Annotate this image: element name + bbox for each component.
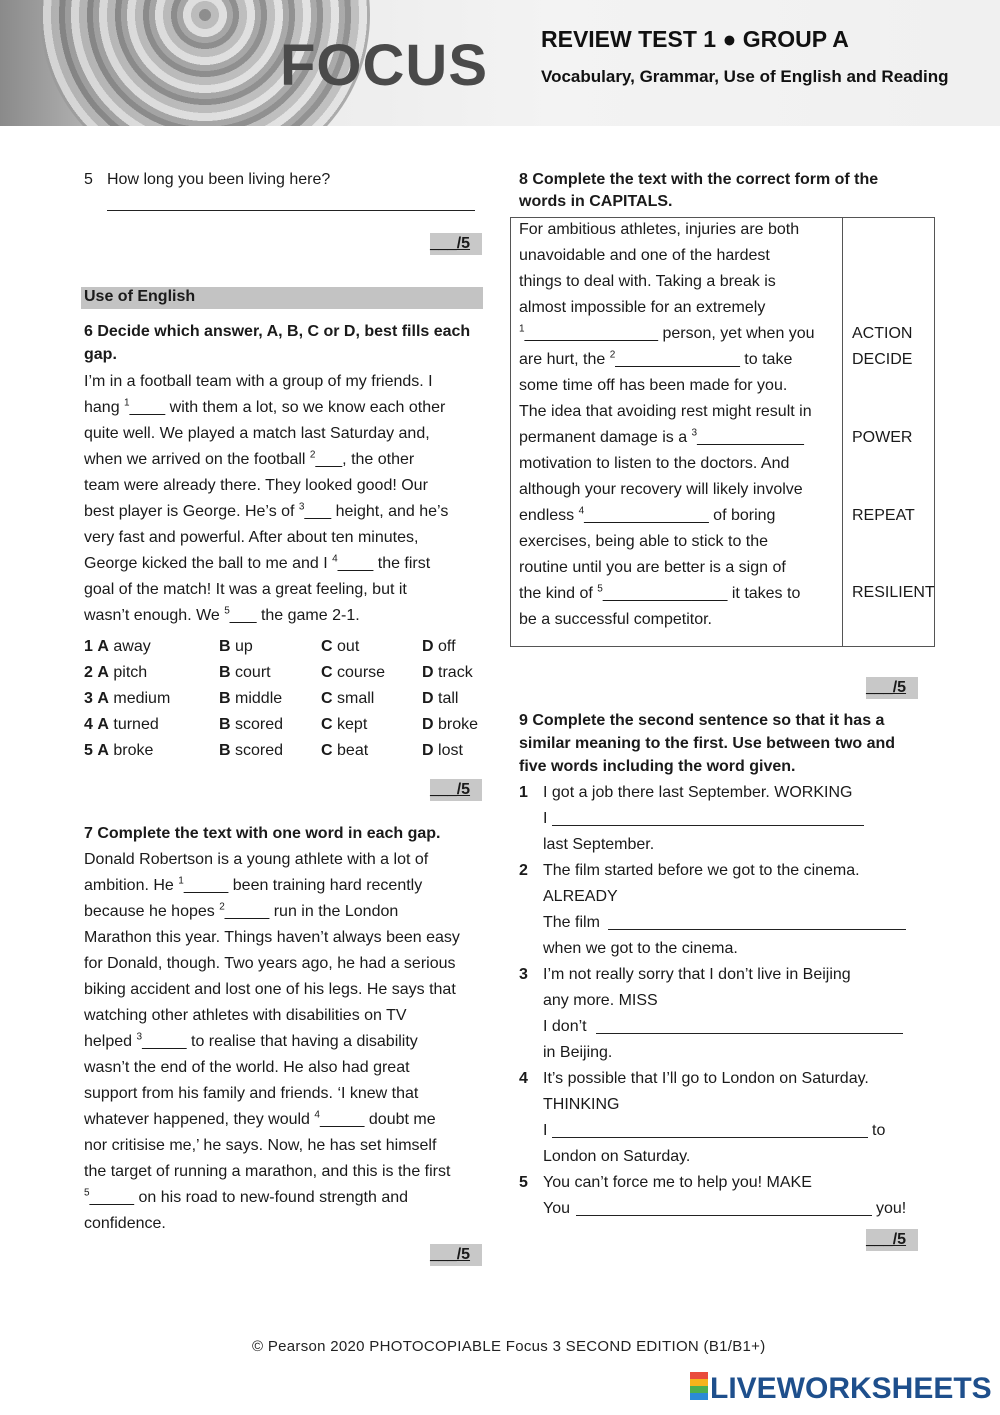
passage-text-gap[interactable]: ___ the game 2-1. xyxy=(229,607,360,624)
gap-number: 5 xyxy=(224,605,230,617)
q9-item-number-2: 2 xyxy=(519,862,528,879)
passage-text: wasn’t enough. We xyxy=(84,607,225,624)
passage-text-gap[interactable]: ___, the other xyxy=(315,451,415,468)
q6-option-3-a[interactable] xyxy=(84,686,170,712)
option-number: 2 xyxy=(84,664,93,681)
passage-line xyxy=(519,347,792,373)
q6-option-1-b[interactable] xyxy=(219,634,253,660)
passage-text-gap[interactable]: _____ on his road to new-found strength and xyxy=(89,1189,409,1206)
gap-number: 1 xyxy=(178,875,184,887)
q5-number: 5 xyxy=(84,171,93,188)
option-text: broke xyxy=(113,742,154,759)
gap-number: 1 xyxy=(124,397,130,409)
q9-item-l1: It’s possible that I’ll go to London on Saturday. xyxy=(543,1070,869,1087)
option-text: lost xyxy=(438,742,463,759)
option-text: turned xyxy=(113,716,159,733)
option-number: 1 xyxy=(84,638,93,655)
q9-item-l1b: ALREADY xyxy=(543,888,618,905)
option-letter: C xyxy=(321,690,333,707)
option-text: small xyxy=(337,690,375,707)
liveworksheets-logo: LIVEWORKSHEETS xyxy=(690,1372,992,1406)
q9-item-l3: when we got to the cinema. xyxy=(543,940,738,957)
option-text: out xyxy=(337,638,360,655)
q9-heading: 9 Complete the second sentence so that it has a xyxy=(519,712,885,729)
q5-answer-line[interactable] xyxy=(107,210,475,211)
q6-option-3-c[interactable] xyxy=(321,686,374,712)
passage-line xyxy=(84,395,445,421)
option-letter: D xyxy=(422,664,434,681)
passage-text-gap[interactable]: ______________ it takes to xyxy=(602,585,801,602)
q8-heading: 8 Complete the text with the correct form of the xyxy=(519,171,879,188)
passage-line xyxy=(519,321,815,347)
gap-number: 4 xyxy=(578,505,585,517)
q9-item-l3: last September. xyxy=(543,836,655,853)
passage-line xyxy=(84,1029,418,1055)
passage-line: confidence. xyxy=(84,1215,166,1232)
option-letter: D xyxy=(422,716,434,733)
footer-copyright: © Pearson 2020 PHOTOCOPIABLE Focus 3 SECOND EDITION (B1/B1+) xyxy=(252,1338,766,1355)
passage-line xyxy=(84,499,448,525)
q6-option-3-d[interactable] xyxy=(422,686,458,712)
option-letter: A xyxy=(97,690,109,707)
passage-line: routine until you are better is a sign of xyxy=(519,559,786,576)
option-text: beat xyxy=(337,742,369,759)
passage-line: quite well. We played a match last Saturday and, xyxy=(84,425,430,442)
brand-logo: FOCUS xyxy=(280,33,488,98)
option-text: court xyxy=(235,664,271,681)
test-title: REVIEW TEST 1 ● GROUP A xyxy=(541,26,849,52)
option-number: 3 xyxy=(84,690,93,707)
option-text: scored xyxy=(235,716,284,733)
q9-item-l1b: any more. MISS xyxy=(543,992,658,1009)
option-letter: B xyxy=(219,664,231,681)
q6-heading: 6 Decide which answer, A, B, C or D, best fills each xyxy=(84,323,471,340)
passage-text: ambition. He xyxy=(84,877,179,894)
passage-text-gap[interactable]: _______________ person, yet when you xyxy=(524,325,815,342)
passage-line: Donald Robertson is a young athlete with a lot of xyxy=(84,851,429,868)
passage-line: exercises, being able to stick to the xyxy=(519,533,769,550)
option-number: 4 xyxy=(84,716,93,733)
passage-line: team were already there. They looked good! Our xyxy=(84,477,428,494)
q9-item-number-3: 3 xyxy=(519,966,528,983)
q9-answer-tail: you! xyxy=(876,1200,907,1217)
passage-text: helped xyxy=(84,1033,137,1050)
q6-option-5-a[interactable] xyxy=(84,738,153,764)
option-letter: A xyxy=(97,664,109,681)
q9-item-l1: I got a job there last September. WORKING xyxy=(543,784,853,801)
passage-line: unavoidable and one of the hardest xyxy=(519,247,770,264)
page-header xyxy=(0,0,1000,126)
gap-number: 3 xyxy=(691,427,698,439)
gap-number: 2 xyxy=(309,449,316,461)
test-subtitle: Vocabulary, Grammar, Use of English and Reading xyxy=(541,67,949,86)
passage-line xyxy=(84,873,422,899)
passage-text-gap[interactable]: ___ height, and he’s xyxy=(304,503,449,520)
q9-answer-line-2[interactable] xyxy=(608,929,906,930)
q9-answer-line-5[interactable] xyxy=(576,1215,872,1216)
q6-option-2-b[interactable] xyxy=(219,660,271,686)
q6-option-1-c[interactable] xyxy=(321,634,359,660)
passage-line xyxy=(84,551,430,577)
q9-item-number-5: 5 xyxy=(519,1174,528,1191)
liveworksheets-icon xyxy=(690,1372,708,1400)
passage-line xyxy=(519,581,800,607)
q6-option-5-b[interactable] xyxy=(219,738,283,764)
q6-option-1-d[interactable] xyxy=(422,634,456,660)
q6-option-3-b[interactable] xyxy=(219,686,282,712)
q6-option-2-d[interactable] xyxy=(422,660,473,686)
passage-text-gap[interactable]: ______________ of boring xyxy=(584,507,776,524)
passage-line: watching other athletes with disabilities on TV xyxy=(84,1007,407,1024)
passage-line: nor critisise me,’ he says. Now, he has set himself xyxy=(84,1137,437,1154)
option-text: off xyxy=(438,638,456,655)
passage-line xyxy=(519,503,775,529)
q6-option-5-c[interactable] xyxy=(321,738,368,764)
passage-text-gap[interactable]: ______________ to take xyxy=(615,351,793,368)
q9-item-l1: You can’t force me to help you! MAKE xyxy=(543,1174,812,1191)
q6-option-4-a[interactable] xyxy=(84,712,159,738)
passage-text-gap[interactable]: _____ run in the London xyxy=(224,903,399,920)
passage-line: support from his family and friends. ‘I knew that xyxy=(84,1085,419,1102)
q9-item-l1: The film started before we got to the cinema. xyxy=(543,862,860,879)
q8-heading-cont: words in CAPITALS. xyxy=(519,193,673,210)
passage-line: although your recovery will likely involve xyxy=(519,481,803,498)
passage-line xyxy=(84,447,414,473)
q9-answer-line-1[interactable] xyxy=(552,825,864,826)
q8-box-divider xyxy=(842,217,843,647)
q9-answer-lead: I xyxy=(543,1122,548,1139)
passage-line: be a successful competitor. xyxy=(519,611,712,628)
q9-item-number-4: 4 xyxy=(519,1070,528,1087)
passage-line: motivation to listen to the doctors. And xyxy=(519,455,790,472)
gap-number: 3 xyxy=(136,1031,143,1043)
q5-sentence: How long you been living here? xyxy=(107,171,331,188)
q8-word-resilient: RESILIENT xyxy=(852,584,935,601)
gap-number: 5 xyxy=(597,583,603,595)
passage-text: permanent damage is a xyxy=(519,429,692,446)
option-text: kept xyxy=(337,716,368,733)
passage-line: biking accident and lost one of his legs. He says that xyxy=(84,981,456,998)
q6-option-4-d[interactable] xyxy=(422,712,478,738)
option-letter: C xyxy=(321,716,333,733)
option-text: tall xyxy=(438,690,459,707)
passage-line: I’m in a football team with a group of my friends. I xyxy=(84,373,433,390)
q6-option-4-b[interactable] xyxy=(219,712,283,738)
q8-word-decide: DECIDE xyxy=(852,351,913,368)
option-text: medium xyxy=(113,690,171,707)
option-letter: C xyxy=(321,742,333,759)
q9-heading-cont2: five words including the word given. xyxy=(519,758,796,775)
q9-item-l1b: THINKING xyxy=(543,1096,620,1113)
option-text: broke xyxy=(438,716,479,733)
passage-text: are hurt, the xyxy=(519,351,610,368)
passage-text-gap[interactable]: ____ with them a lot, so we know each other xyxy=(129,399,446,416)
gap-number: 2 xyxy=(219,901,225,913)
passage-line: Marathon this year. Things haven’t always been easy xyxy=(84,929,460,946)
passage-line: goal of the match! It was a great feeling, but it xyxy=(84,581,407,598)
q6-option-2-a[interactable] xyxy=(84,660,147,686)
option-letter: A xyxy=(97,716,109,733)
passage-text-gap[interactable]: _____ doubt me xyxy=(319,1111,436,1128)
passage-text: whatever happened, they would xyxy=(84,1111,315,1128)
passage-text-gap[interactable]: ____ the first xyxy=(337,555,431,572)
passage-line: the target of running a marathon, and this is the first xyxy=(84,1163,451,1180)
q6-option-4-c[interactable] xyxy=(321,712,367,738)
passage-line: very fast and powerful. After about ten minutes, xyxy=(84,529,419,546)
q9-answer-lead: I xyxy=(543,810,548,827)
passage-line xyxy=(84,1185,408,1211)
q8-word-power: POWER xyxy=(852,429,913,446)
q9-item-number-1: 1 xyxy=(519,784,528,801)
passage-text: because he hopes xyxy=(84,903,220,920)
q9-item-l3: in Beijing. xyxy=(543,1044,613,1061)
passage-line xyxy=(519,425,804,451)
option-letter: D xyxy=(422,690,434,707)
option-text: away xyxy=(113,638,151,655)
passage-text: endless xyxy=(519,507,579,524)
passage-text: George kicked the ball to me and I xyxy=(84,555,333,572)
q8-word-repeat: REPEAT xyxy=(852,507,915,524)
passage-text: hang xyxy=(84,399,125,416)
passage-text: when we arrived on the football xyxy=(84,451,310,468)
option-letter: B xyxy=(219,690,231,707)
q9-answer-line-3[interactable] xyxy=(596,1033,903,1034)
option-text: pitch xyxy=(113,664,148,681)
passage-line: wasn’t the end of the world. He also had great xyxy=(84,1059,410,1076)
passage-text-gap[interactable]: ____________ xyxy=(697,429,804,446)
q9-heading-cont: similar meaning to the first. Use between two and xyxy=(519,735,896,752)
q7-heading: 7 Complete the text with one word in each gap. xyxy=(84,825,441,842)
q9-answer-lead: The film xyxy=(543,914,600,931)
option-letter: B xyxy=(219,742,231,759)
passage-text: the kind of xyxy=(519,585,598,602)
q9-answer-lead: I don’t xyxy=(543,1018,587,1035)
gap-number: 3 xyxy=(298,501,305,513)
option-text: course xyxy=(337,664,386,681)
passage-text-gap[interactable]: _____ to realise that having a disability xyxy=(142,1033,418,1050)
passage-line xyxy=(84,603,360,629)
passage-line: for Donald, though. Two years ago, he had a serious xyxy=(84,955,456,972)
gap-number: 2 xyxy=(609,349,616,361)
option-letter: C xyxy=(321,638,333,655)
option-letter: C xyxy=(321,664,333,681)
q6-option-1-a[interactable] xyxy=(84,634,151,660)
gap-number: 4 xyxy=(314,1109,320,1121)
q6-option-2-c[interactable] xyxy=(321,660,385,686)
passage-line: For ambitious athletes, injuries are both xyxy=(519,221,800,238)
option-letter: D xyxy=(422,742,434,759)
passage-line: almost impossible for an extremely xyxy=(519,299,766,316)
option-text: middle xyxy=(235,690,283,707)
gap-number: 5 xyxy=(84,1187,90,1199)
gap-number: 1 xyxy=(519,323,525,335)
option-letter: B xyxy=(219,716,231,733)
q8-word-action: ACTION xyxy=(852,325,913,342)
q9-answer-lead: You xyxy=(543,1200,570,1217)
option-text: scored xyxy=(235,742,284,759)
q6-option-5-d[interactable] xyxy=(422,738,463,764)
passage-text: best player is George. He’s of xyxy=(84,503,299,520)
q9-answer-tail: to xyxy=(872,1122,886,1139)
passage-line: things to deal with. Taking a break is xyxy=(519,273,776,290)
section-heading: Use of English xyxy=(81,287,483,309)
option-letter: B xyxy=(219,638,231,655)
passage-text-gap[interactable]: _____ been training hard recently xyxy=(183,877,423,894)
passage-line xyxy=(84,1107,436,1133)
option-text: track xyxy=(438,664,473,681)
option-text: up xyxy=(235,638,253,655)
passage-line: The idea that avoiding rest might result in xyxy=(519,403,812,420)
q9-answer-line-4[interactable] xyxy=(552,1137,868,1138)
q6-heading-cont: gap. xyxy=(84,346,117,363)
passage-line xyxy=(84,899,398,925)
q9-item-l3: London on Saturday. xyxy=(543,1148,691,1165)
passage-line: some time off has been made for you. xyxy=(519,377,788,394)
option-number: 5 xyxy=(84,742,93,759)
gap-number: 4 xyxy=(332,553,338,565)
q9-item-l1: I’m not really sorry that I don’t live in Beijing xyxy=(543,966,851,983)
option-letter: A xyxy=(97,638,109,655)
option-letter: A xyxy=(97,742,109,759)
option-letter: D xyxy=(422,638,434,655)
